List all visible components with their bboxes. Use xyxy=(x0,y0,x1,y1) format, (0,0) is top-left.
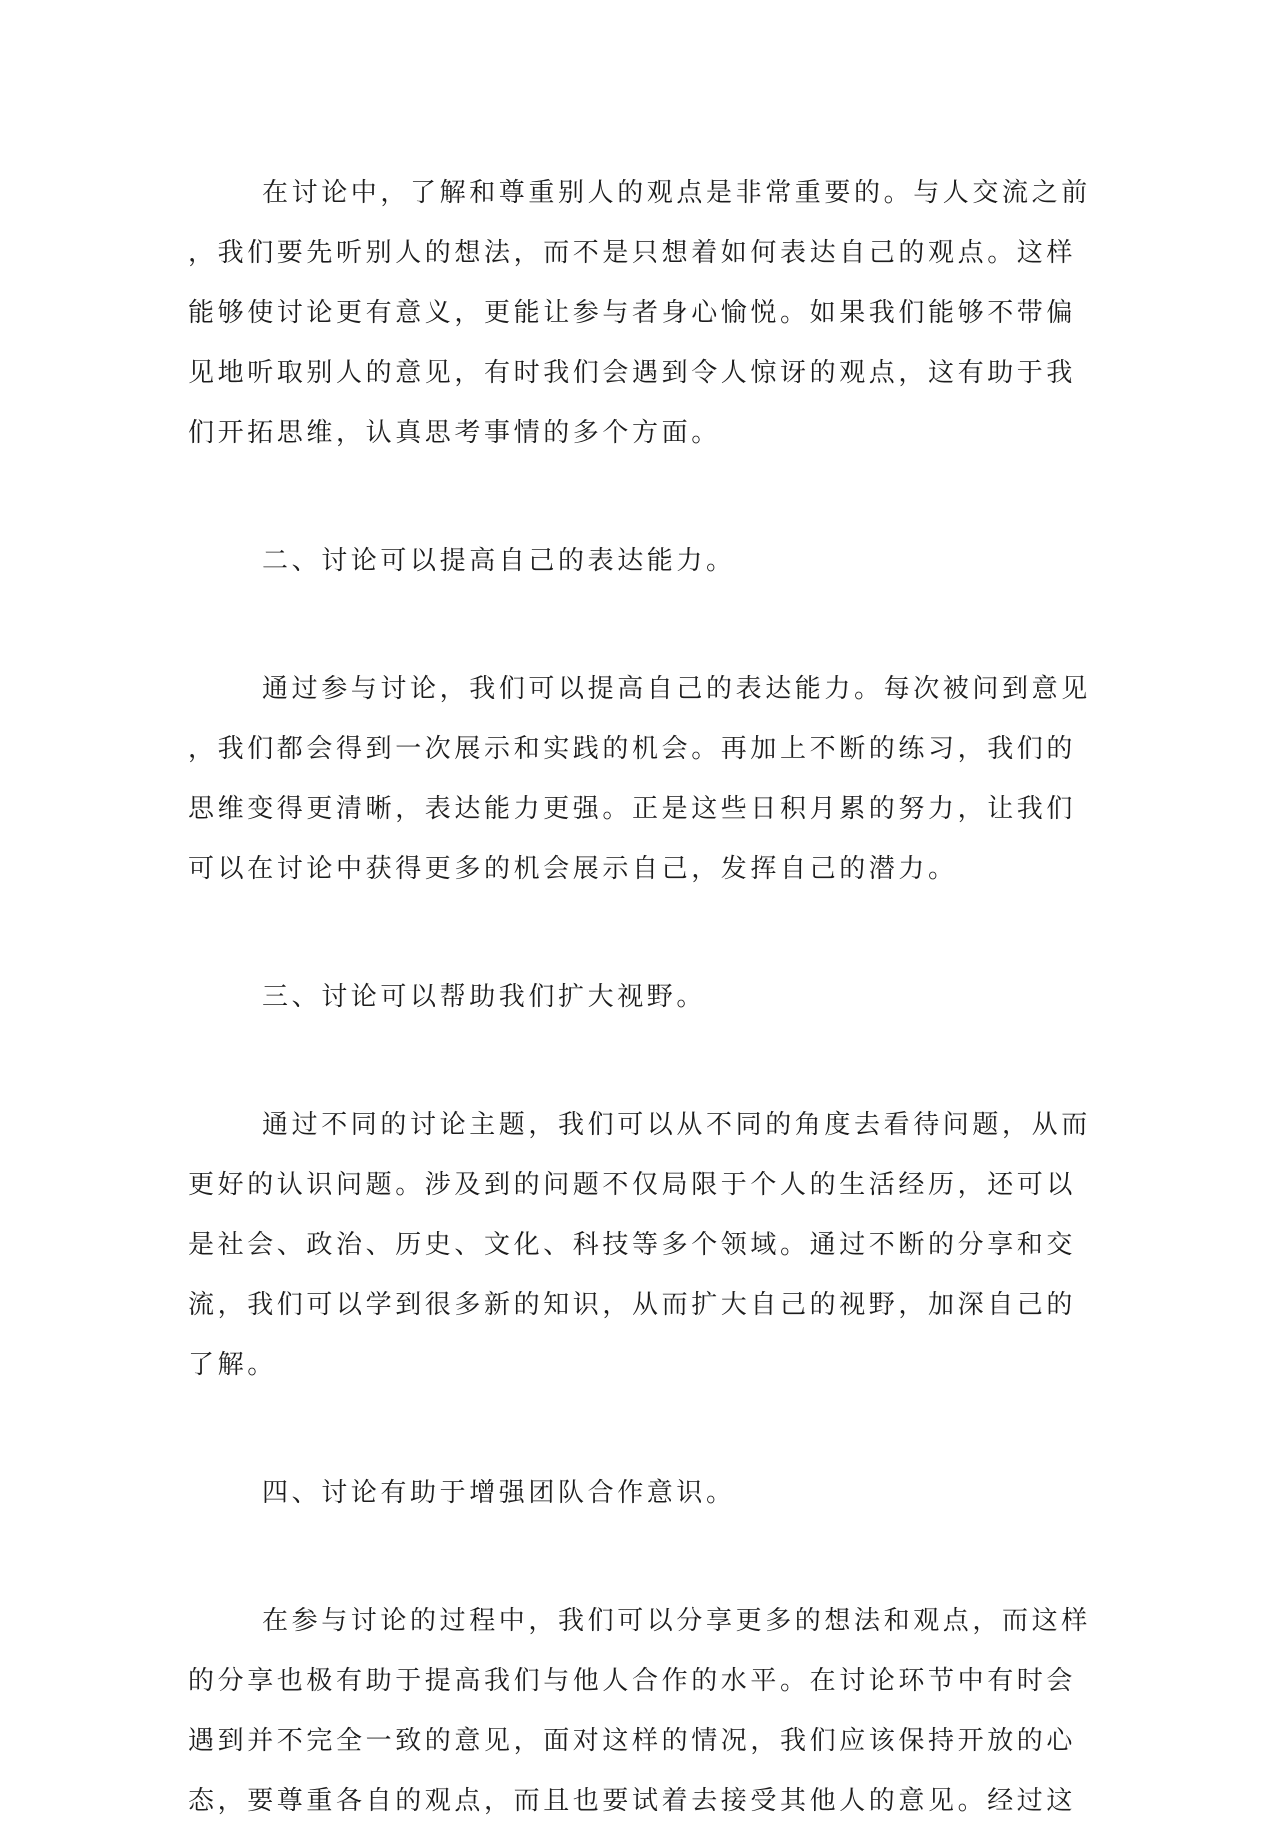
paragraph-line: 是社会、政治、历史、文化、科技等多个领域。通过不断的分享和交 xyxy=(188,1230,1077,1260)
paragraph-spacer xyxy=(188,463,1088,531)
document-body xyxy=(188,163,1091,1831)
paragraph-spacer xyxy=(188,1523,1088,1591)
paragraph-line: ，我们都会得到一次展示和实践的机会。再加上不断的练习，我们的 xyxy=(188,734,1077,764)
paragraph-line: 通过不同的讨论主题，我们可以从不同的角度去看待问题，从而 xyxy=(262,1110,1091,1140)
paragraph-line: 态，要尊重各自的观点，而且也要试着去接受其他人的意见。经过这 xyxy=(188,1786,1077,1816)
paragraph-line: 在参与讨论的过程中，我们可以分享更多的想法和观点，而这样 xyxy=(262,1606,1091,1636)
paragraph-spacer xyxy=(188,1027,1088,1095)
paragraph-line: 了解。 xyxy=(188,1350,277,1380)
section-heading: 三、讨论可以帮助我们扩大视野。 xyxy=(262,982,707,1012)
paragraph-line: 见地听取别人的意见，有时我们会遇到令人惊讶的观点，这有助于我 xyxy=(188,358,1077,388)
paragraph-line: 在讨论中，了解和尊重别人的观点是非常重要的。与人交流之前 xyxy=(262,178,1091,208)
paragraph-spacer xyxy=(188,1395,1088,1463)
paragraph-line: 可以在讨论中获得更多的机会展示自己，发挥自己的潜力。 xyxy=(188,854,958,884)
paragraph-line: 的分享也极有助于提高我们与他人合作的水平。在讨论环节中有时会 xyxy=(188,1666,1077,1696)
paragraph-line: ，我们要先听别人的想法，而不是只想着如何表达自己的观点。这样 xyxy=(188,238,1077,268)
paragraph-line: 们开拓思维，认真思考事情的多个方面。 xyxy=(188,418,721,448)
paragraph-line: 流，我们可以学到很多新的知识，从而扩大自己的视野，加深自己的 xyxy=(188,1290,1077,1320)
paragraph-line: 思维变得更清晰，表达能力更强。正是这些日积月累的努力，让我们 xyxy=(188,794,1077,824)
paragraph-spacer xyxy=(188,899,1088,967)
paragraph-line: 遇到并不完全一致的意见，面对这样的情况，我们应该保持开放的心 xyxy=(188,1726,1077,1756)
section-heading: 四、讨论有助于增强团队合作意识。 xyxy=(262,1478,736,1508)
paragraph-line: 更好的认识问题。涉及到的问题不仅局限于个人的生活经历，还可以 xyxy=(188,1170,1077,1200)
section-heading: 二、讨论可以提高自己的表达能力。 xyxy=(262,546,736,576)
paragraph-spacer xyxy=(188,591,1088,659)
paragraph-line: 能够使讨论更有意义，更能让参与者身心愉悦。如果我们能够不带偏 xyxy=(188,298,1077,328)
paragraph-line: 通过参与讨论，我们可以提高自己的表达能力。每次被问到意见 xyxy=(262,674,1091,704)
